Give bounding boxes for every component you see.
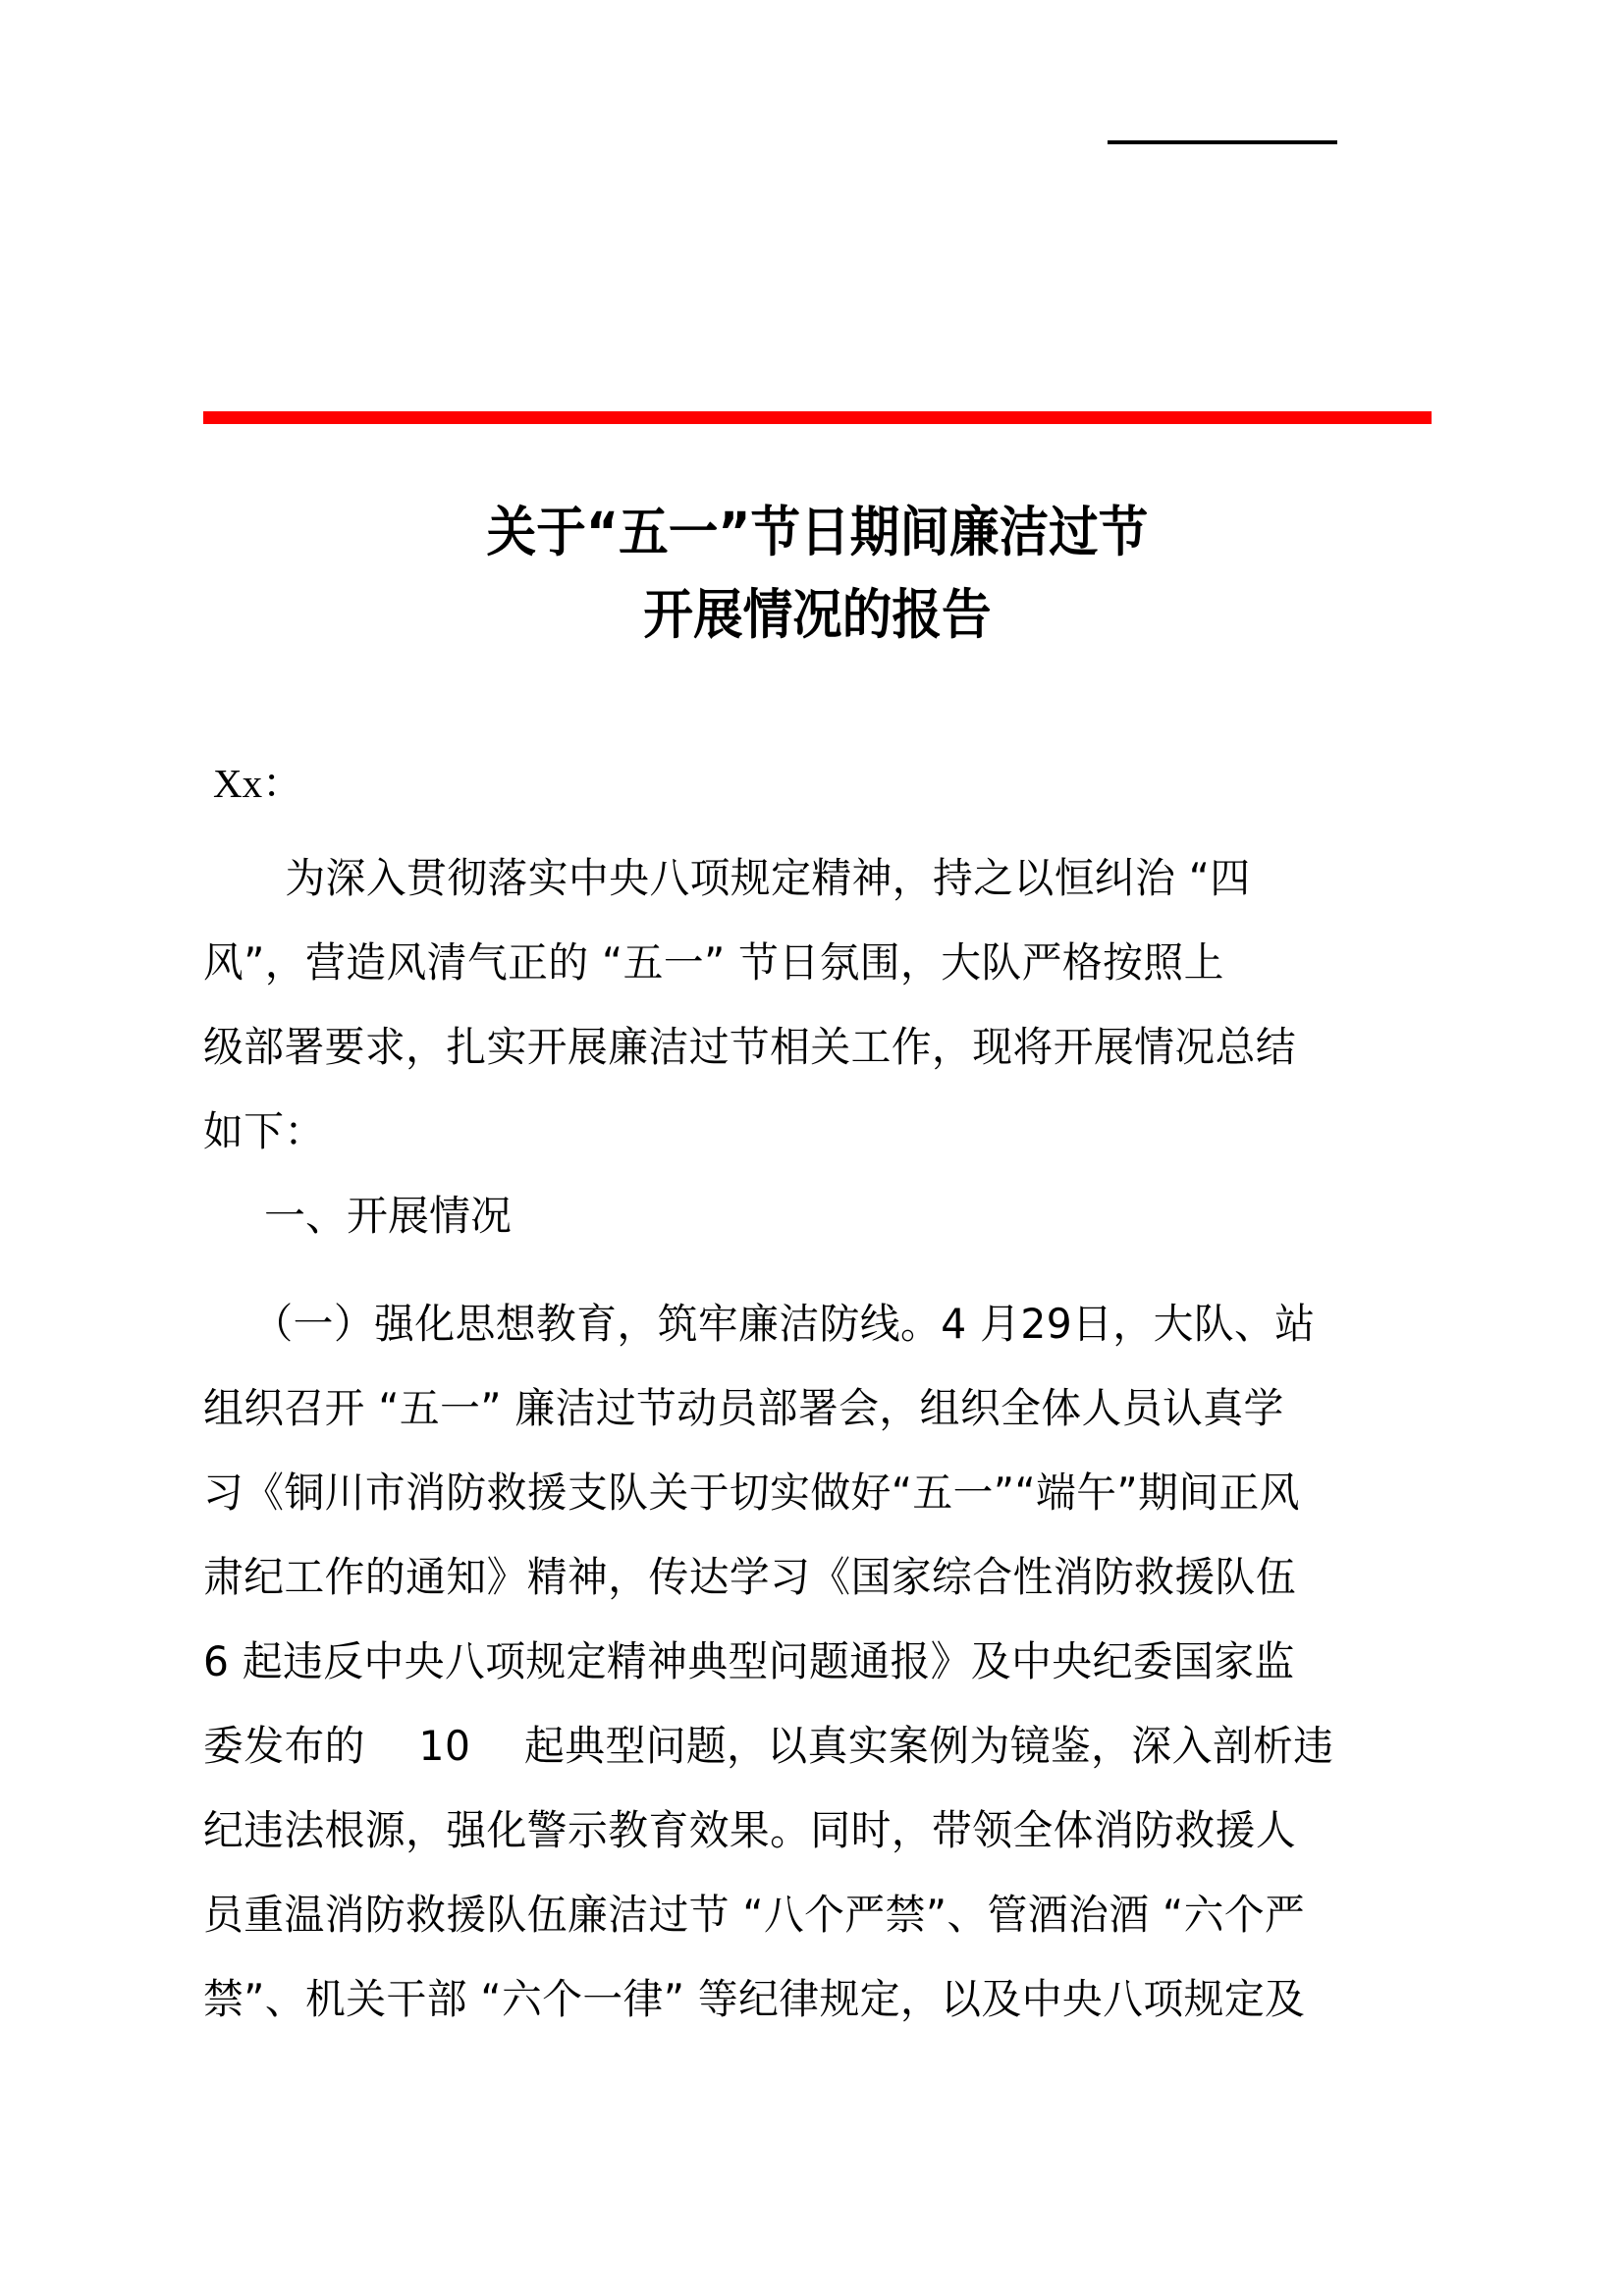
salutation: Xx： <box>213 761 303 806</box>
page-title <box>252 491 1382 656</box>
paragraph-line: 组织召开 “五一” 廉洁过节动员部署会，组织全体人员认真学 <box>203 1384 1284 1432</box>
paragraph-line: 级部署要求，扎实开展廉洁过节相关工作，现将开展情况总结 <box>203 1023 1297 1071</box>
page-title-line-2: 开展情况的报告 <box>643 583 992 646</box>
paragraph-line: 6 起违反中央八项规定精神典型问题通报》及中央纪委国家监 <box>203 1637 1295 1685</box>
paragraph-line: 委发布的 10 起典型问题，以真实案例为镜鉴，深入剖析违 <box>203 1722 1334 1770</box>
paragraph-line: 风”，营造风清气正的 “五一” 节日氛围，大队严格按照上 <box>203 938 1224 987</box>
paragraph-line: 纪违法根源，强化警示教育效果。同时，带领全体消防救援人 <box>203 1806 1297 1854</box>
paragraph-intro <box>203 836 1432 1174</box>
paragraph-line: 如下： <box>203 1107 325 1155</box>
paragraph-line: 禁”、机关干部 “六个一律” 等纪律规定，以及中央八项规定及 <box>203 1975 1306 2023</box>
paragraph-line: 为深入贯彻落实中央八项规定精神，持之以恒纠治 “四 <box>285 854 1251 902</box>
paragraph-line: 习《铜川市消防救援支队关于切实做好“五一”“端午”期间正风 <box>203 1468 1301 1517</box>
paragraph-line: 肃纪工作的通知》精神，传达学习《国家综合性消防救援队伍 <box>203 1553 1297 1601</box>
paragraph-line: 员重温消防救援队伍廉洁过节 “八个严禁”、管酒治酒 “六个严 <box>203 1891 1306 1939</box>
page-title-line-1: 关于“五一”节日期间廉洁过节 <box>486 501 1149 563</box>
document-content <box>203 452 1432 2042</box>
section-heading-1: 一、开展情况 <box>264 1192 513 1240</box>
red-divider-bar <box>203 411 1432 424</box>
paragraph-line: （一）强化思想教育，筑牢廉洁防线。4 月29日，大队、站 <box>252 1300 1316 1348</box>
paragraph-section-1-1 <box>203 1282 1432 2042</box>
header-rule <box>1108 140 1337 144</box>
